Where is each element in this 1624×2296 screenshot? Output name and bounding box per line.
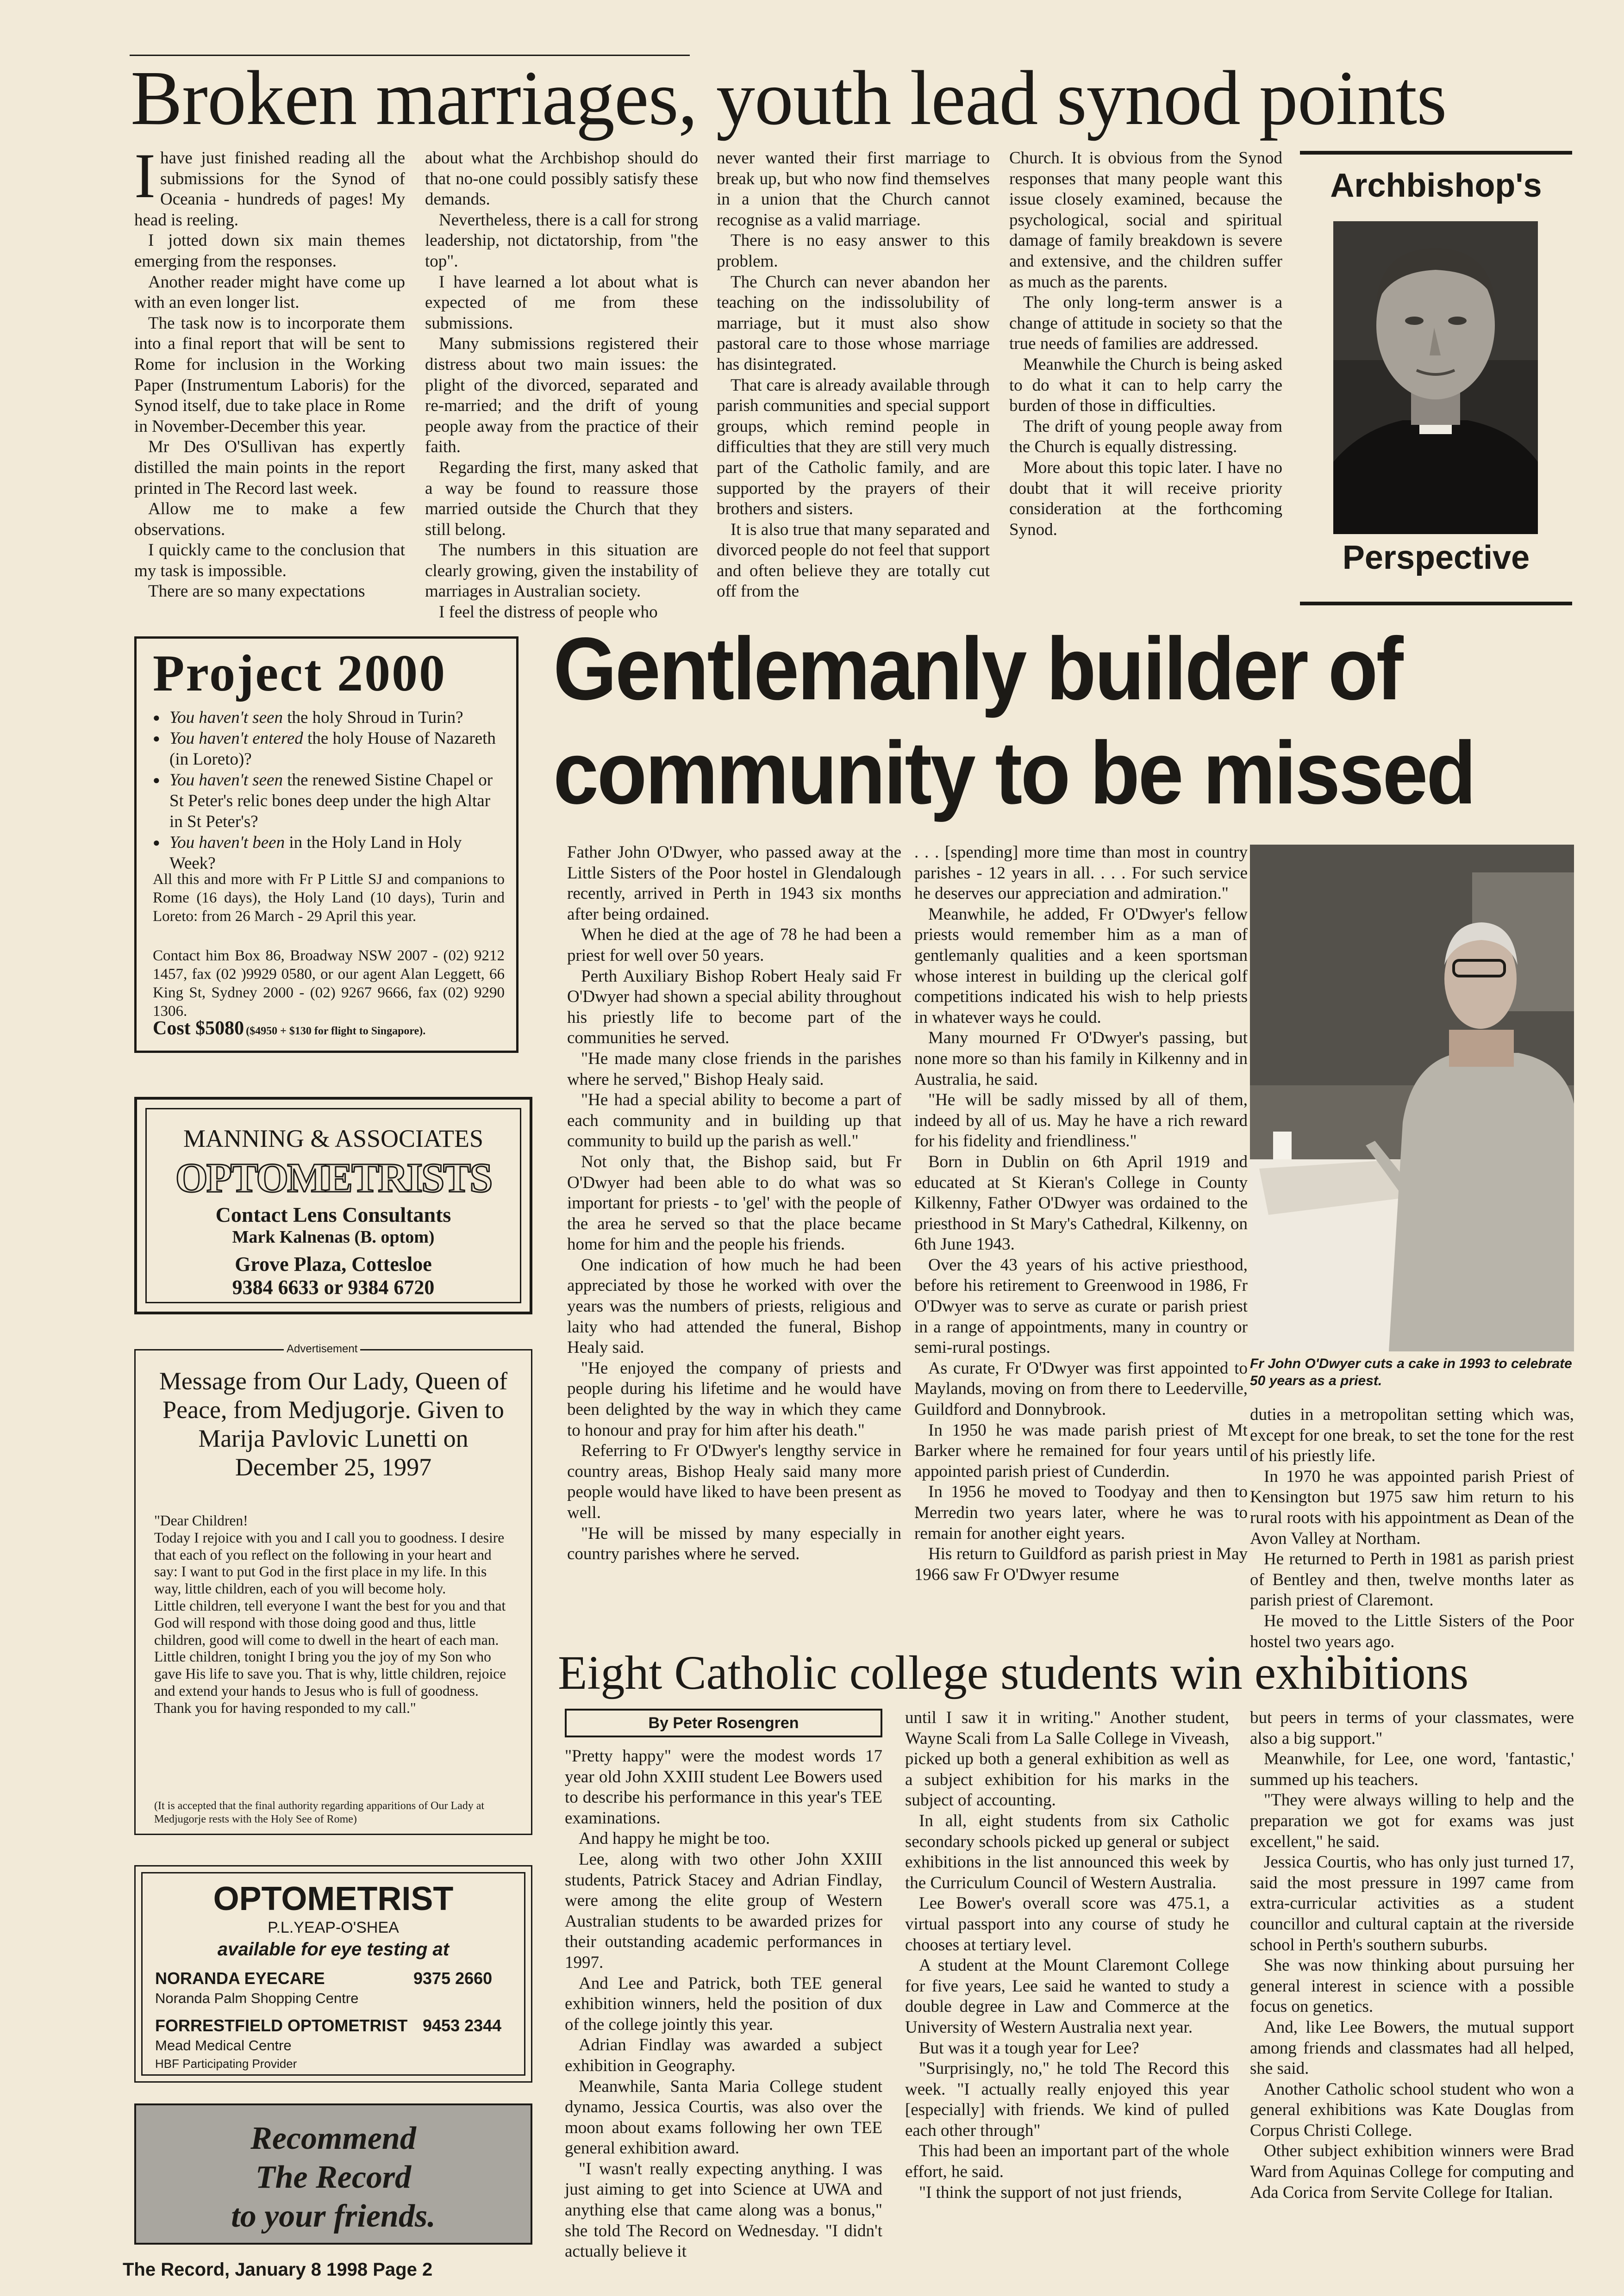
project2000-details: All this and more with Fr P Little SJ and companions to Rome (16 days), the Holy Land (10 days), Turin and Loreto: from 26 March - 29 April this year. [153, 871, 505, 925]
manning-address: Grove Plaza, Cottesloe [235, 1253, 432, 1276]
optometrist-availability: available for eye testing at [217, 1939, 450, 1960]
manning-optometrists: OPTOMETRISTS [175, 1155, 492, 1201]
location2-phone: 9453 2344 [423, 2016, 502, 2035]
recommend-ad [134, 2103, 532, 2245]
project2000-title: Project 2000 [153, 645, 447, 702]
article2-col1: Father John O'Dwyer, who passed away at the Little Sisters of the Poor hostel in Glendalough recently, arrived in Perth in 1943 six months after being ordained. When he died at the age of 78 he had been a priest for well over 50 years. Perth Auxiliary Bishop Robert Healy said Fr O'Dwyer had shown a special ability throughout his priestly life to become part of the communities he served. "He made many close friends in the parishes where he served," Bishop Healy said. "He had a special ability to become a part of each community and in building up that community to build up the parish as well." Not only that, the Bishop said, but Fr O'Dwyer had been able to do what was so important for priests - to 'gel' with the people of the area he served so that the place became home for him and the people his friends. One indication of how much he had been appreciated by those he worked with over the years was the numbers of priests, religious and laity who had attended the funeral, Bishop Healy said. "He enjoyed the company of priests and people during his lifetime and he would have been delighted by the way in which they came to honour and pray for him after his death." Referring to Fr O'Dwyer's lengthy service in country areas, Bishop Healy said many more people would have liked to have been present as well. "He will be missed by many especially in country parishes where he served. [567, 843, 901, 1564]
medjugorje-ad [134, 1343, 532, 1835]
article3-col2: until I saw it in writing." Another student, Wayne Scali from La Salle College in Viveash, picked up both a general exhibition as well as a subject exhibition for his marks in the subject of accounting. In all, eight students from six Catholic secondary schools picked up general or subject exhibitions in the list announced this week by the Curriculum Council of Western Australia. Lee Bower's overall score was 475.1, a virtual passport into any course of study he chooses at tertiary level. A student at the Mount Claremont College for five years, Lee said he wanted to study a double degree in Law and Commerce at the University of Western Australia next year. But was it a tough year for Lee? "Surprisingly, no," he told The Record this week. "I actually really enjoyed this year [especially] with friends. We kind of pulled each other through" This had been an important part of the whole effort, he said. "I think the support of not just friends, [905, 1708, 1229, 2202]
bullet-item: ● You haven't been in the Holy Land in Holy Week? [153, 832, 505, 874]
optometrist-name: P.L.YEAP-O'SHEA [268, 1919, 399, 1936]
headline-broken-marriages: Broken marriages, youth lead synod points [131, 55, 1447, 141]
byline: By Peter Rosengren [565, 1709, 882, 1737]
odwyer-photo [1250, 845, 1574, 1351]
article2-col2: . . . [spending] more time than most in country parishes - 12 years in all. . . . For such service he deserves our appreciation and admiration." Meanwhile, he added, Fr O'Dwyer's fellow priests would remember him as a man of gentlemanly qualities and a keen sportsman whose interest in building up the clerical golf competitions indicated his wish to help priests in whatever ways he could. Many mourned Fr O'Dwyer's passing, but none more so than his family in Kilkenny and in Australia, he said. "He will be sadly missed by all of them, indeed by all of us. May he have a rich reward for his fidelity and friendliness." Born in Dublin on 6th April 1919 and educated at St Kieran's College in County Kilkenny, Father O'Dwyer was ordained to the priesthood in St Mary's Cathedral, Kilkenny, on 6th June 1943. Over the 43 years of his active priesthood, before his retirement to Greenwood in 1986, Fr O'Dwyer was to serve as curate or parish priest in a range of appointments, many in country or semi-rural postings. As curate, Fr O'Dwyer was first appointed to Maylands, moving on from there to Leederville, Guildford and Donnybrook. In 1950 he was made parish priest of Mt Barker where he remained for four years until appointed parish priest of Cunderdin. In 1956 he moved to Toodyay and then to Merredin two years later, where he was to remain for another eight years. His return to Guildford as parish priest in May 1966 saw Fr O'Dwyer resume [914, 843, 1248, 1584]
project2000-contact: Contact him Box 86, Broadway NSW 2007 - (02) 9212 1457, fax (02 )9929 0580, or our agent Alan Leggett, 66 King St, Sydney 2000 - (02) 9267 9666, fax (02) 9290 1306. [153, 947, 505, 1020]
manning-name: MANNING & ASSOCIATES [183, 1125, 484, 1152]
project2000-bullets [153, 707, 505, 874]
location2-sub2: HBF Participating Provider [155, 2057, 297, 2071]
article1-col4: Church. It is obvious from the Synod responses that many people want this issue closely examined, because the psychological, social and spiritual damage of family breakdown is severe and extensive, and the children suffer as much as the parents. The only long-term answer is a change of attitude in society so that the true needs of families are addressed. Meanwhile the Church is being asked to do what it can to help carry the burden of those in difficulties. The drift of young people away from the Church is equally distressing. More about this topic later. I have no doubt that it will receive priority consideration at the forthcoming Synod. [1009, 149, 1282, 539]
bullet-item: ● You haven't entered the holy House of Nazareth (in Loreto)? [153, 728, 505, 770]
article3-col1: "Pretty happy" were the modest words 17 year old John XXIII student Lee Bowers used to describe his performance in this year's TEE examinations. And happy he might be too. Lee, along with two other John XXIII students, Patrick Stacey and Adrian Findlay, were among the elite group of Western Australian students to be awarded prizes for their outstanding academic performances in 1997. And Lee and Patrick, both TEE general exhibition winners, held the position of dux of the college jointly this year. Adrian Findlay was awarded a subject exhibition in Geography. Meanwhile, Santa Maria College student dynamo, Jessica Courtis, was also over the moon about exams following her own TEE general exhibition award. "I wasn't really expecting anything. I was just aiming to get into Science at UWA and anything else that came along was a bonus," she told The Record on Wednesday. "I didn't actually believe it [565, 1747, 882, 2261]
bullet-item: ● You haven't seen the renewed Sistine Chapel or St Peter's relic bones deep under the high Altar in St Peter's? [153, 770, 505, 832]
bullet-item: ● You haven't seen the holy Shroud in Turin? [153, 707, 505, 728]
medjugorje-title: Message from Our Lady, Queen of Peace, from Medjugorje. Given to Marija Pavlovic Lunetti on December 25, 1997 [159, 1367, 508, 1481]
article3-col3: but peers in terms of your classmates, were also a big support." Meanwhile, for Lee, one word, 'fantastic,' summed up his teachers. "They were always willing to help and the preparation we got for exams was just excellent," he said. Jessica Courtis, who has only just turned 17, said the most pressure in 1997 came from extra-curricular activities as a student councillor and cultural captain at the riverside school in Perth's southern suburbs. She was now thinking about pursuing her general interest in science with a possible focus on genetics. And, like Lee Bowers, the mutual support among friends and classmates had all helped, she said. Another Catholic school student who won a general exhibitions was Kate Douglas from Corpus Christi College. Other subject exhibition winners were Brad Ward from Aquinas College for computing and Ada Corica from Servite College for Italian. [1250, 1708, 1574, 2202]
project2000-box [134, 636, 518, 1053]
medjugorje-note: (It is accepted that the final authority regarding apparitions of Our Lady at Medjugorje rests with the Holy See of Rome) [154, 1800, 485, 1825]
location1-phone: 9375 2660 [413, 1969, 493, 1988]
location2-name: FORRESTFIELD OPTOMETRIST [155, 2016, 408, 2035]
manning-person: Mark Kalnenas (B. optom) [232, 1227, 435, 1247]
archbishop-photo [1333, 221, 1538, 534]
location2-sub: Mead Medical Centre [155, 2037, 292, 2053]
article1-col3: never wanted their first marriage to break up, but who now find themselves in a union that the Church cannot recognise as a valid marriage. There is no easy answer to this problem. The Church can never abandon her teaching on the indissolubility of marriage, but it must also show pastoral care to those whose marriage has disintegrated. That care is already available through parish communities and special support groups, which remind people in difficulties that they are still very much part of the Catholic family, and are supported by the prayers of their brothers and sisters. It is also true that many separated and divorced people do not feel that support and often believe they are totally cut off from the [717, 149, 990, 601]
dropcap: I [134, 140, 156, 211]
headline-eight-students: Eight Catholic college students win exhibitions [558, 1646, 1469, 1699]
recommend-line3: to your friends. [231, 2198, 436, 2234]
perspective-title: Perspective [1342, 539, 1530, 576]
archbishop-title: Archbishop's [1330, 167, 1542, 204]
article1-col1: Ihave just finished reading all the submissions for the Synod of Oceania - hundreds of pages! My head is reeling. I jotted down six main themes emerging from the responses. Another reader might have come up with an even longer list. The task now is to incorporate them into a final report that will be sent to Rome for inclusion in the Working Paper (Instrumentum Laboris) for the Synod itself, due to take place in Rome in November-December this year. Mr Des O'Sullivan has expertly distilled the main points in the report printed in The Record last week. Allow me to make a few observations. I quickly came to the conclusion that my task is impossible. There are so many expectations [134, 140, 405, 601]
article1-col2: about what the Archbishop should do that no-one could possibly satisfy these demands. Nevertheless, there is a call for strong leadership, not dictatorship, from "the top". I have learned a lot about what is expected of me from these submissions. Many submissions registered their distress about two main issues: the plight of the divorced, separated and re-married; and the drift of young people away from the practice of their faith. Regarding the first, many asked that a way be found to reassure those married outside the Church that they still belong. The numbers in this situation are clearly growing, given the instability of marriages in Australian society. I feel the distress of people who [425, 149, 698, 622]
archbishop-top-rule [1300, 151, 1572, 155]
optometrist-title: OPTOMETRIST [213, 1880, 454, 1917]
archbishop-bottom-rule [1300, 602, 1572, 605]
advertisement-label: Advertisement [284, 1342, 360, 1356]
headline-gentlemanly-line1: Gentlemanly builder of [553, 619, 1402, 718]
project2000-cost: Cost $5080 ($4950 + $130 for flight to Singapore). [153, 1018, 426, 1039]
photo-caption: Fr John O'Dwyer cuts a cake in 1993 to celebrate 50 years as a priest. [1250, 1356, 1572, 1388]
recommend-line2: The Record [255, 2159, 412, 2195]
recommend-line1: Recommend [250, 2121, 416, 2156]
headline-gentlemanly-line2: community to be missed [553, 723, 1475, 822]
article2-col3: duties in a metropolitan setting which was, except for one break, to set the tone for the rest of his priestly life. In 1970 he was appointed parish Priest of Kensington but 1975 saw him return to his rural roots with his appointment as Dean of the Avon Valley at Northam. He returned to Perth in 1981 as parish priest of Bentley and then, twelve months later as parish priest of Claremont. He moved to the Little Sisters of the Poor hostel two years ago. [1250, 1405, 1574, 1651]
manning-phone: 9384 6633 or 9384 6720 [232, 1276, 435, 1299]
manning-ad [134, 1097, 532, 1314]
location1-name: NORANDA EYECARE [155, 1969, 325, 1988]
page-footer: The Record, January 8 1998 Page 2 [123, 2259, 433, 2280]
location1-sub: Noranda Palm Shopping Centre [155, 1990, 359, 2006]
medjugorje-message: "Dear Children! Today I rejoice with you and I call you to goodness. I desire that each of you reflect on the following in your heart and say: I want to put God in the first place in my life. In this way, little children, each of you will become holy. Little children, tell everyone I want the best for you and that God will respond with those doing good and thus, little children, good will come to dwell in the heart of each man. Little children, tonight I bring you the joy of my Son who gave His life to save you. That is why, little children, rejoice and extend your hands to Jesus who is full of goodness. Thank you for having responded to my call." [154, 1512, 506, 1716]
manning-contact-lens: Contact Lens Consultants [215, 1203, 451, 1226]
optometrist-ad [134, 1865, 532, 2083]
